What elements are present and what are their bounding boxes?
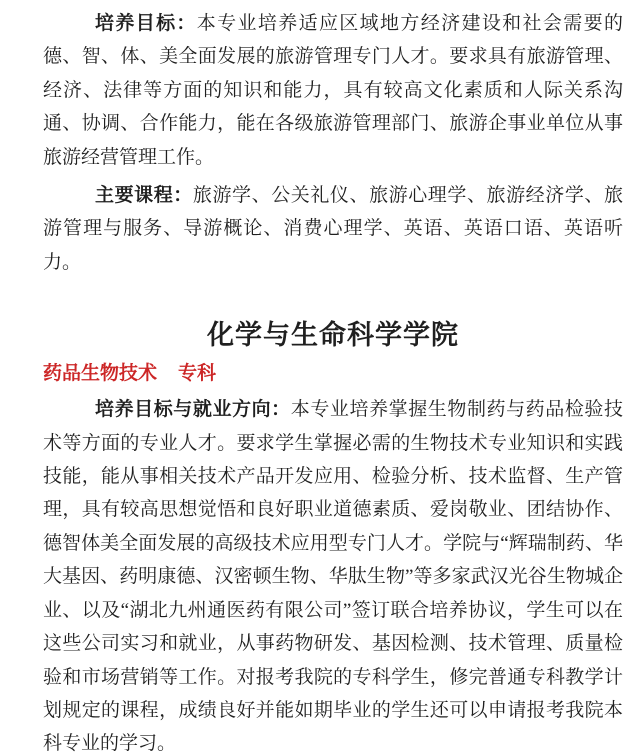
tourism-courses-text: 旅游学、公关礼仪、旅游心理学、旅游经济学、旅游管理与服务、导游概论、消费心理学、英语、英语口语、英语听力。 — [43, 185, 623, 273]
tourism-objective-paragraph — [43, 7, 623, 174]
tourism-courses-paragraph — [43, 179, 623, 279]
program-name: 药品生物技术 — [43, 363, 158, 385]
tourism-objective-label: 培养目标： — [95, 13, 197, 34]
program-line — [43, 360, 623, 388]
program-objective-text: 本专业培养掌握生物制药与药品检验技术等方面的专业人才。要求学生掌握必需的生物技术专业知识和实践技能，能从事相关技术产品开发应用、检验分析、技术监督、生产管理，具有较高思想觉悟和良好职业道德素质、爱岗敬业、团结协作、德智体美全面发展的高级技术应用型专门人才。学院与“辉瑞制药、华大基因、药明康德、汉密顿生物、华肽生物”等多家武汉光谷生物城企业、以及“湖北九州通医药有限公司”签订联合培养协议，学生可以在这些公司实习和就业，从事药物研发、基因检测、技术管理、质量检验和市场营销等工作。对报考我院的专科学生，修完普通专科教学计划规定的课程，成绩良好并能如期毕业的学生还可以申请报考我院本科专业的学习。 — [43, 399, 623, 755]
program-objective-label: 培养目标与就业方向： — [95, 399, 291, 421]
tourism-courses-label: 主要课程： — [95, 185, 193, 207]
program-level: 专科 — [178, 363, 217, 385]
college-title: 化学与生命科学学院 — [207, 320, 459, 351]
tourism-objective-text: 本专业培养适应区域地方经济建设和社会需要的德、智、体、美全面发展的旅游管理专门人才。要求具有旅游管理、经济、法律等方面的知识和能力，具有较高文化素质和人际关系沟通、协调、合作能力，能在各级旅游管理部门、旅游企事业单位从事旅游经营管理工作。 — [43, 13, 623, 168]
program-objective-paragraph — [43, 393, 623, 755]
